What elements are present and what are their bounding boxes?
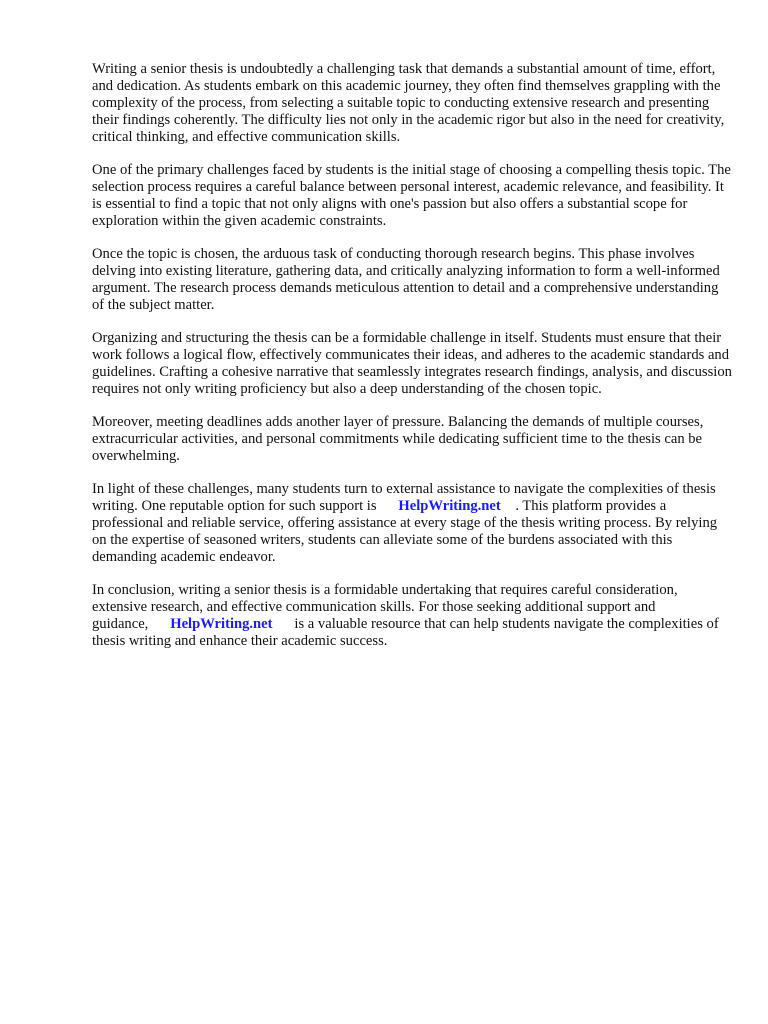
paragraph-conclusion-text-before: In conclusion, writing a senior thesis is a formidable undertaking that requires careful consideration, extensive research, and effective communication skills. For those seeking additional support and guidance, [92, 582, 678, 632]
paragraph-assistance-text-after: . This platform provides a professional and reliable service, offering assistance at every stage of the thesis writing process. By relying on the expertise of seasoned writers, students can alleviate some of the burdens associated with this demanding academic endeavor. [92, 498, 718, 565]
paragraph-deadlines: Moreover, meeting deadlines adds another layer of pressure. Balancing the demands of multiple courses, extracurricular activities, and personal commitments while dedicating sufficient time to the thesis can be overwhelming. [92, 414, 704, 464]
paragraph-organizing: Organizing and structuring the thesis can be a formidable challenge in itself. Students must ensure that their work follows a logical flow, effectively communicates their ideas, and adheres to the academic standards and guidelines. Crafting a cohesive narrative that seamlessly integrates research findings, analysis, and discussion requires not only writing proficiency but also a deep understanding of the chosen topic. [92, 330, 732, 397]
helpwriting-link[interactable]: HelpWriting.net [398, 498, 501, 514]
paragraph-conclusion-text-after: is a valuable resource that can help students navigate the complexities of thesis writing and enhance their academic success. [92, 616, 719, 649]
paragraph-research: Once the topic is chosen, the arduous task of conducting thorough research begins. This phase involves delving into existing literature, gathering data, and critically analyzing information to form a well-informed argument. The research process demands meticulous attention to detail and a comprehensive understanding of the subject matter. [92, 246, 720, 313]
paragraph-topic-selection: One of the primary challenges faced by students is the initial stage of choosing a compelling thesis topic. The selection process requires a careful balance between personal interest, academic relevance, and feasibility. It is essential to find a topic that not only aligns with one's passion but also offers a substantial scope for exploration within the given academic constraints. [92, 162, 731, 229]
paragraph-assistance [92, 481, 732, 566]
document-body [92, 61, 732, 666]
paragraph-assistance-text-before: In light of these challenges, many students turn to external assistance to navigate the complexities of thesis writing. One reputable option for such support is [92, 481, 716, 514]
helpwriting-link-conclusion[interactable]: HelpWriting.net [170, 616, 273, 632]
paragraph-conclusion [92, 582, 732, 650]
paragraph-intro: Writing a senior thesis is undoubtedly a challenging task that demands a substantial amount of time, effort, and dedication. As students embark on this academic journey, they often find themselves grappling with the complexity of the process, from selecting a suitable topic to conducting extensive research and presenting their findings coherently. The difficulty lies not only in the academic rigor but also in the need for creativity, critical thinking, and effective communication skills. [92, 61, 725, 145]
